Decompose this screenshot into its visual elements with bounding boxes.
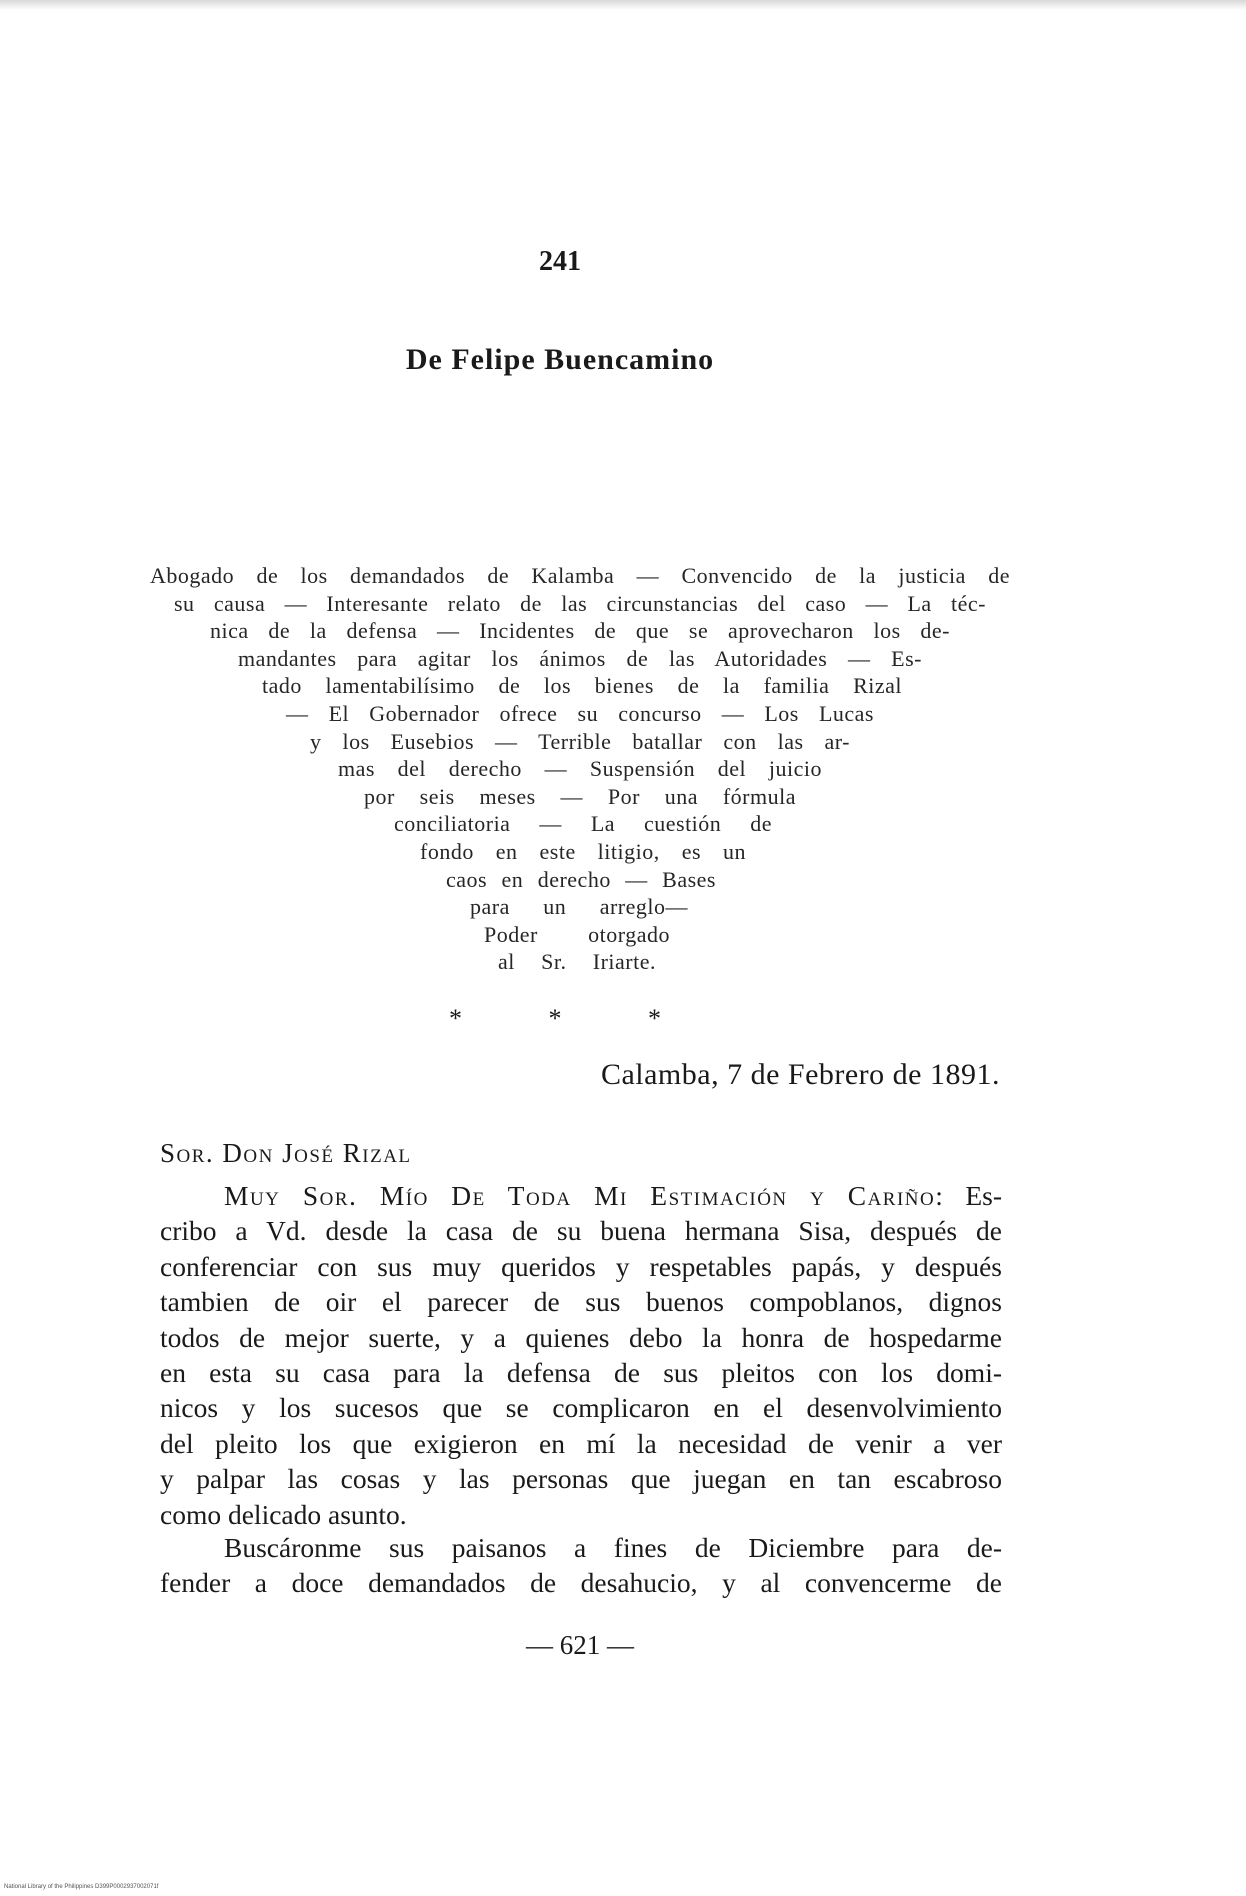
paragraph-line: [160, 1178, 1002, 1213]
paragraph-line: nicos y los sucesos que se complicaron en el desenvolvimiento: [160, 1392, 1002, 1424]
summary-line: Poder otorgado: [484, 921, 670, 947]
salutation: Sor. Don José Rizal: [160, 1138, 412, 1168]
paragraph-line: conferenciar con sus muy queridos y respetables papás, y después: [160, 1250, 1002, 1282]
scan-footer-tag: National Library of the Philippines D399P0002937002071f: [4, 1884, 159, 1890]
greeting-continuation: Es-: [944, 1180, 1002, 1211]
summary-line: Abogado de los demandados de Kalamba — Convencido de la justicia de: [150, 563, 1010, 588]
page-number: — 621 —: [526, 1630, 634, 1660]
paragraph-line: fender a doce demandados de desahucio, y al convencerme de: [160, 1567, 1002, 1599]
letter-number: 241: [539, 246, 581, 277]
letter-title: De Felipe Buencamino: [405, 343, 715, 376]
dateline: Calamba, 7 de Febrero de 1891.: [600, 1058, 1000, 1091]
summary-line: y los Eusebios — Terrible batallar con las ar-: [310, 728, 850, 754]
summary-line: conciliatoria — La cuestión de: [394, 811, 772, 837]
summary-line: su causa — Interesante relato de las circunstancias del caso — La téc-: [174, 590, 986, 616]
summary-line: tado lamentabilísimo de los bienes de la familia Rizal: [262, 673, 902, 699]
paragraph-line: como delicado asunto.: [160, 1498, 407, 1530]
section-ornament: * * *: [449, 1004, 701, 1033]
paragraph-line: tambien de oir el parecer de sus buenos compoblanos, dignos: [160, 1286, 1002, 1318]
paragraph-line: Buscáronme sus paisanos a fines de Diciembre para de-: [224, 1532, 1002, 1563]
greeting: Muy Sor. Mío De Toda Mi Estimación y Cariño:: [224, 1180, 945, 1211]
paragraph-line: y palpar las cosas y las personas que juegan en tan escabroso: [160, 1463, 1002, 1495]
paragraph-2: [160, 1530, 1002, 1601]
paragraph-1: [160, 1178, 1002, 1532]
summary-line: al Sr. Iriarte.: [498, 949, 656, 975]
summary-block: [150, 562, 1010, 976]
summary-line: mas del derecho — Suspensión del juicio: [338, 756, 822, 782]
summary-line: mandantes para agitar los ánimos de las Autoridades — Es-: [238, 645, 922, 671]
scan-edge-shadow: [0, 0, 1246, 10]
paragraph-line: todos de mejor suerte, y a quienes debo la honra de hospedarme: [160, 1321, 1002, 1353]
paragraph-line: del pleito los que exigieron en mí la necesidad de venir a ver: [160, 1427, 1002, 1459]
paragraph-line: en esta su casa para la defensa de sus pleitos con los domi-: [160, 1356, 1002, 1388]
summary-line: nica de la defensa — Incidentes de que se aprovecharon los de-: [210, 618, 950, 644]
summary-line: caos en derecho — Bases: [446, 866, 716, 892]
summary-line: por seis meses — Por una fórmula: [364, 783, 796, 809]
paragraph-line: cribo a Vd. desde la casa de su buena hermana Sisa, después de: [160, 1215, 1002, 1247]
summary-line: — El Gobernador ofrece su concurso — Los Lucas: [286, 700, 874, 726]
summary-line: fondo en este litigio, es un: [420, 838, 746, 864]
summary-line: para un arreglo—: [470, 894, 688, 920]
